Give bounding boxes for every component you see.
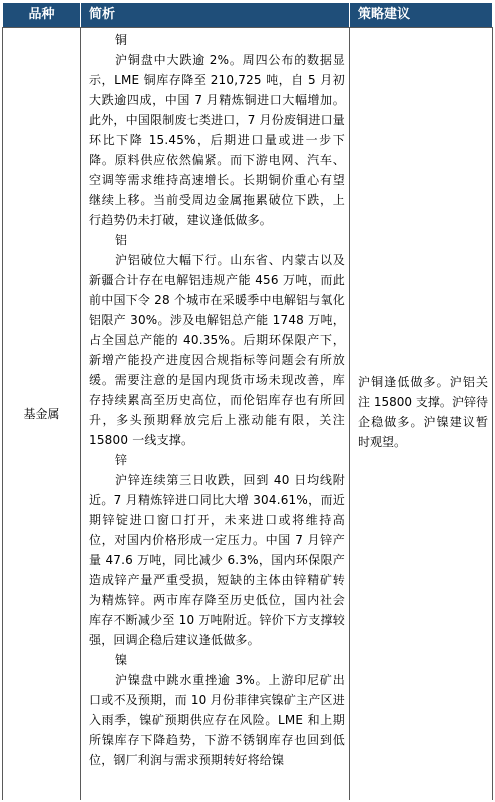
table-border-right <box>492 27 493 800</box>
header-underline <box>3 27 492 28</box>
column-divider-1 <box>80 27 81 800</box>
header-strategy: 策略建议 <box>350 3 492 27</box>
aluminum-analysis-text: 沪铝破位大幅下行。山东省、内蒙古以及新疆合计存在电解铝违规产能 456 万吨，而此前中国下令 28 个城市在采暖季中电解铝与氧化铝限产 30%。涉及电解铝总产能 1748 万吨，占全国总产能的 40.35%。后期环保限产下，新增产能投产进度因合规指标等问题会有所放缓。需要注意的是国内现货市场未现改善，库存持续累高至历史高位，而伦铝库存也有所回升，多头预期释放完后上涨动能有限，关注 15800 一线支撑。 <box>89 253 345 447</box>
category-cell: 基金属 <box>23 407 60 421</box>
copper-analysis-text: 沪铜盘中大跌逾 2%。周四公布的数据显示，LME 铜库存降至 210,725 吨，自 5 月初大跌逾四成，中国 7 月精炼铜进口大幅增加。此外，中国限制废七类进口，7 月份废铜进口量环比下降 15.45%，后期进口量或进一步下降。原料供应依然偏紧。而下游电网、汽车、空调等需求维持高速增长。长期铜价重心有望继续上移。当前受周边金属拖累破位下跌，上行趋势仍未打破，建议逢低做多。 <box>89 53 345 227</box>
metal-heading-nickel: 镍 <box>115 653 128 667</box>
zinc-analysis-text: 沪锌连续第三日收跌，回到 40 日均线附近。7 月精炼锌进口同比大增 304.61%，而近期锌锭进口窗口打开，未来进口或将维持高位，对国内价格形成一定压力。中国 7 月锌产量 47.6 万吨，同比减少 6.3%，国内环保限产造成锌产量严重受损，短缺的主体由锌精矿转为精炼锌。两市库存降至历史低位，国内社会库存不断减少至 10 万吨附近。锌价下方支撑较强，回调企稳后建议逢低做多。 <box>89 473 345 647</box>
metal-heading-zinc: 锌 <box>115 453 128 467</box>
strategy-advice-cell: 沪铜逢低做多。沪铝关注 15800 支撑。沪锌待企稳做多。沪镍建议暂时观望。 <box>358 375 488 449</box>
metal-heading-aluminum: 铝 <box>115 233 128 247</box>
column-divider-2 <box>349 27 350 800</box>
header-analysis: 简析 <box>81 3 349 27</box>
nickel-analysis-text: 沪镍盘中跳水重挫逾 3%。上游印尼矿出口或不及预期，而 10 月份菲律宾镍矿主产区进入雨季，镍矿预期供应存在风险。LME 和上期所镍库存下降趋势，下游不锈钢库存也回到低位，钢厂利润与需求预期转好将给镍 <box>89 673 345 767</box>
analysis-cell <box>89 30 345 770</box>
header-variety: 品种 <box>3 3 80 27</box>
metal-heading-copper: 铜 <box>115 33 128 47</box>
